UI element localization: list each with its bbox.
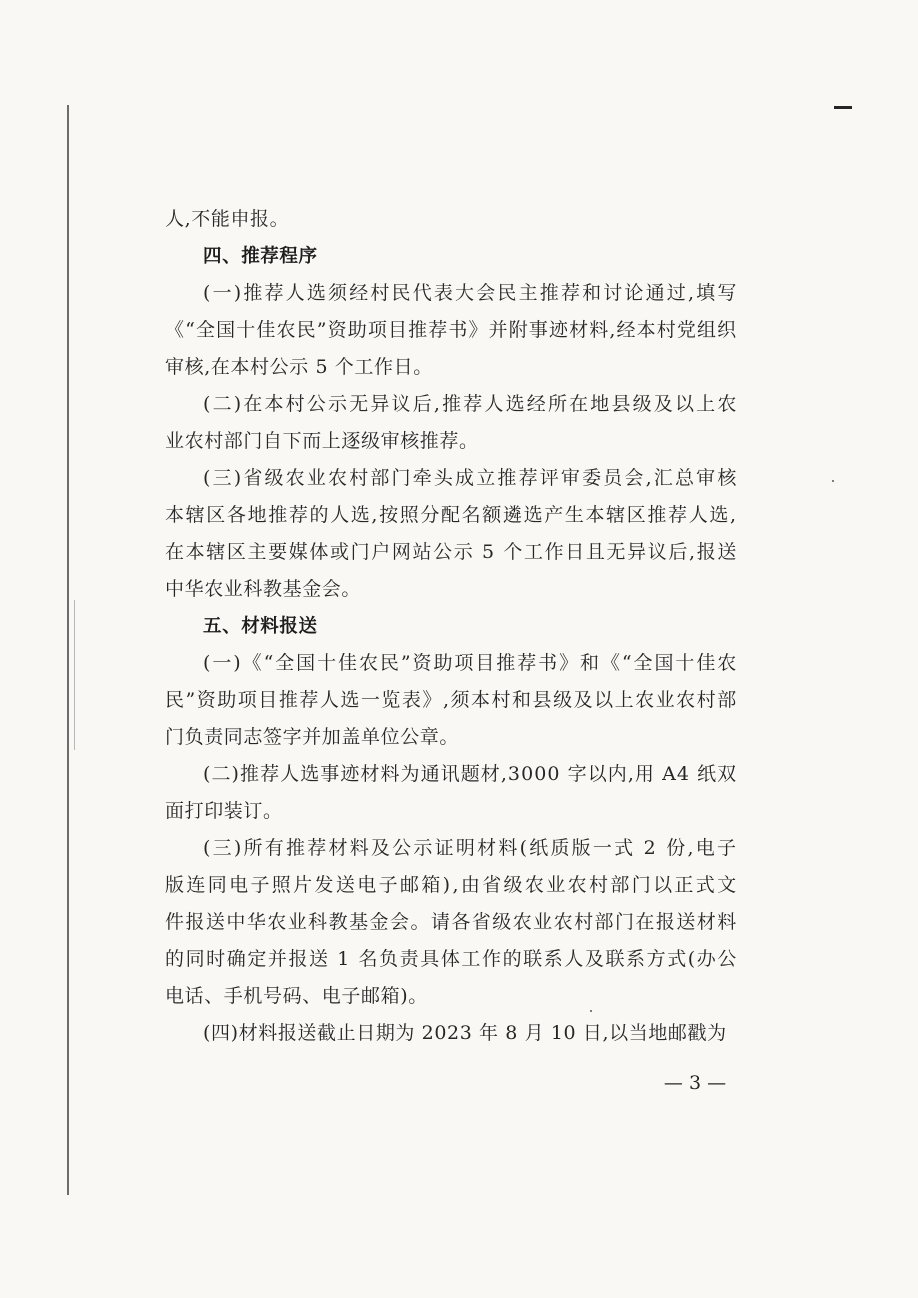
text-line: 中华农业科教基金会。 [165,578,362,600]
text-line: 电话、手机号码、电子邮箱)。 [165,985,428,1007]
text-line: 本 辖 区 各 地 推 荐 的 人 选 , 按 照 分 配 名 额 遴 选 产 生 本 辖 区 推 荐 人 选 , [165,504,737,526]
text-line: 审核,在本村公示 5 个工作日。 [165,356,433,378]
text-line: ( 二 ) 在 本 村 公 示 无 异 议 后 , 推 荐 人 选 经 所 在 地 县 级 及 以 上 农 [203,393,737,415]
binding-line [67,105,69,1195]
text-line: ( 二 ) 推 荐 人 选 事 迹 材 料 为 通 讯 题 材 , 3 0 0 0 字 以 内 , 用 A 4 纸 双 [203,763,737,785]
text-line: 版 连 同 电 子 照 片 发 送 电 子 邮 箱 ) , 由 省 级 农 业 农 村 部 门 以 正 式 文 [165,874,737,896]
corner-mark [834,106,852,109]
text-line: 业农村部门自下而上逐级审核推荐。 [165,430,479,452]
text-line: 门负责同志签字并加盖单位公章。 [165,726,460,748]
text-line: 人,不能申报。 [165,208,290,230]
section-heading: 四、推荐程序 [203,246,318,267]
text-line: 面打印装订。 [165,800,283,822]
section-heading: 五、材料报送 [203,616,318,637]
text-line: ( 一 ) 《 “ 全 国 十 佳 农 民 ” 资 助 项 目 推 荐 书 》 和 《 “ 全 国 十 佳 农 [203,652,737,674]
text-line: ( 三 ) 省 级 农 业 农 村 部 门 牵 头 成 立 推 荐 评 审 委 员 会 , 汇 总 审 核 [203,467,737,489]
binding-line-shadow [74,600,75,750]
text-line: 在 本 辖 区 主 要 媒 体 或 门 户 网 站 公 示 5 个 工 作 日 且 无 异 议 后 , 报 送 [165,541,737,563]
body-text [165,201,737,1052]
page-number: — 3 — [663,1072,727,1094]
text-line: 《 “ 全 国 十 佳 农 民 ” 资 助 项 目 推 荐 书 》 并 附 事 迹 材 料 , 经 本 村 党 组 织 [165,319,737,341]
text-line: 的 同 时 确 定 并 报 送 1 名 负 责 具 体 工 作 的 联 系 人 及 联 系 方 式 ( 办 公 [165,948,737,970]
text-line: ( 三 ) 所 有 推 荐 材 料 及 公 示 证 明 材 料 ( 纸 质 版 一 式 2 份 , 电 子 [203,837,737,859]
text-line: 民 ” 资 助 项 目 推 荐 人 选 一 览 表 》 , 须 本 村 和 县 级 及 以 上 农 业 农 村 部 [165,689,737,711]
scan-speck [832,480,834,482]
text-line: (四)材料报送截止日期为 2023 年 8 月 10 日,以当地邮戳为 [203,1022,727,1044]
text-line: ( 一 ) 推 荐 人 选 须 经 村 民 代 表 大 会 民 主 推 荐 和 讨 论 通 过 , 填 写 [203,282,737,304]
text-line: 件 报 送 中 华 农 业 科 教 基 金 会 。 请 各 省 级 农 业 农 村 部 门 在 报 送 材 料 [165,911,737,933]
